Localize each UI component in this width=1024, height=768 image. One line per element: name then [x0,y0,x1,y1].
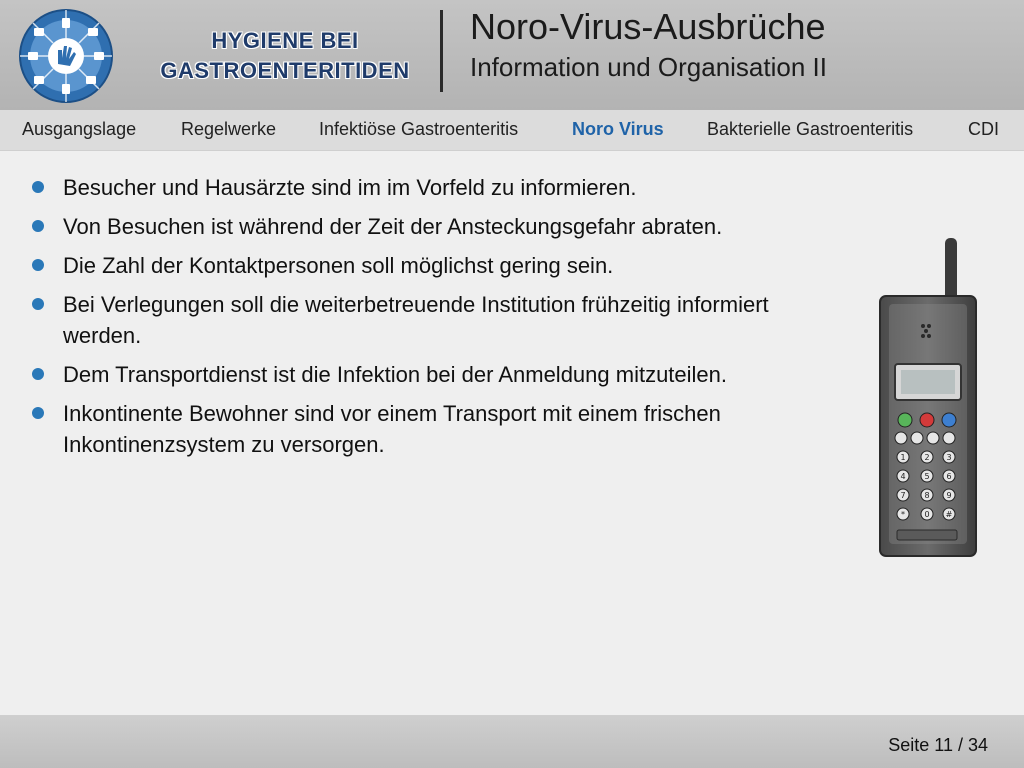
bullet-icon [32,407,44,419]
bullet-icon [32,259,44,271]
page-title: Noro-Virus-Ausbrüche [470,6,826,47]
nav-item-cdi[interactable]: CDI [968,119,999,139]
bullet-icon [32,220,44,232]
brand-line-2: GASTROENTERITIDEN [160,58,410,83]
header-divider [440,10,443,92]
footer-bar [0,715,1024,768]
bullet-text: Von Besuchen ist während der Zeit der Ansteckungsgefahr abraten. [63,214,723,239]
bullet-text: Dem Transportdienst ist die Infektion bei der Anmeldung mitzuteilen. [63,362,728,387]
bullet-icon [32,368,44,380]
bullet-text: Bei Verlegungen soll die weiterbetreuende Institution frühzeitig informiert werden. [63,292,769,348]
nav-item-noro-virus[interactable]: Noro Virus [572,119,664,139]
phone-key-label: 3 [946,453,952,462]
list-item [30,211,770,242]
bullet-text: Inkontinente Bewohner sind vor einem Transport mit einem frischen Inkontinenzsystem zu versorgen. [63,401,721,457]
nav-item-ausgangslage[interactable]: Ausgangslage [22,119,137,139]
nav-item-regelwerke[interactable]: Regelwerke [181,119,277,139]
phone-key-label: 1 [900,453,906,462]
nav-item-infektioese-gastroenteritis[interactable]: Infektiöse Gastroenteritis [319,119,519,139]
page-number: Seite 11 / 34 [888,735,988,755]
phone-key-label: 7 [900,491,906,500]
phone-key-label: 9 [946,491,952,500]
page-subtitle: Information und Organisation II [470,52,827,82]
header-bar [0,0,1024,110]
brand-line-1: HYGIENE BEI [211,28,359,53]
bullet-text: Besucher und Hausärzte sind im im Vorfeld zu informieren. [63,175,637,200]
phone-key-label: 5 [924,472,930,481]
list-item [30,172,770,203]
bullet-icon [32,181,44,193]
phone-key-label: 6 [946,472,952,481]
phone-key-label: * [901,510,905,519]
list-item [30,289,770,351]
list-item [30,359,770,390]
nav-item-bakterielle-gastroenteritis[interactable]: Bakterielle Gastroenteritis [707,119,914,139]
medical-services-wheel-icon [18,8,114,104]
brand-title [140,26,430,86]
phone-key-label: 4 [900,472,906,481]
bullet-list [30,172,770,468]
mobile-phone-icon [875,234,980,564]
list-item [30,250,770,281]
list-item [30,398,770,460]
bullet-icon [32,298,44,310]
phone-key-label: 8 [924,491,930,500]
phone-key-label: 2 [924,453,930,462]
bullet-text: Die Zahl der Kontaktpersonen soll möglichst gering sein. [63,253,614,278]
section-nav [0,110,1024,151]
phone-key-label: # [945,510,953,519]
phone-key-label: 0 [924,510,930,519]
